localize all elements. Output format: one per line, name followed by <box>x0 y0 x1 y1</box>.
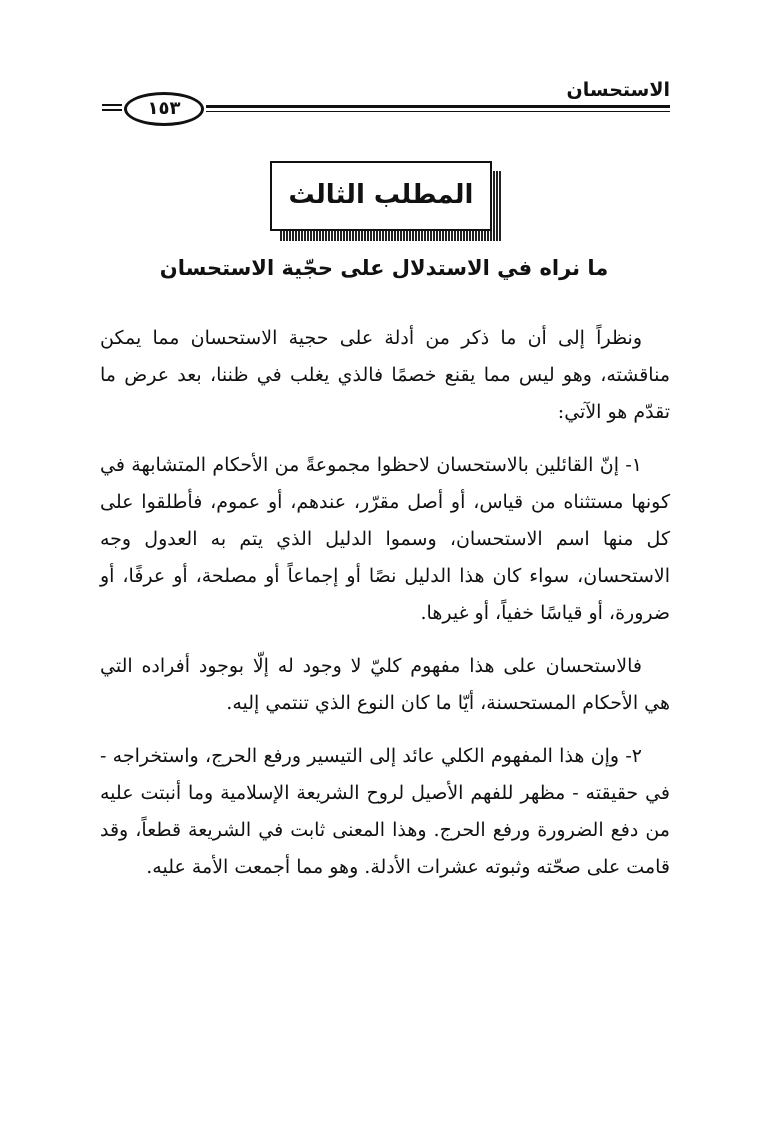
header-rule-left-bottom <box>102 109 122 111</box>
header-rule-thin <box>206 111 670 112</box>
paragraph-point-1: ١- إنّ القائلين بالاستحسان لاحظوا مجموعةً من الأحكام المتشابهة في كونها مستثناه من قياس، أو أصل مقرّر، عندهم، أو عموم، فأطلقوا على كل منها اسم الاستحسان، وسموا الدليل الذي يتم به العدول وجه الاستحسان، سواء كان هذا الدليل نصًا أو إجماعاً أو مصلحة، أو عرفًا، أو ضرورة، أو قياسًا خفياً، أو غيرها. <box>100 454 670 624</box>
section-subtitle: ما نراه في الاستدلال على حجّية الاستحسان <box>159 256 609 280</box>
header-rule-left-top <box>102 104 122 106</box>
paragraph-intro: ونظراً إلى أن ما ذكر من أدلة على حجية الاستحسان مما يمكن مناقشته، وهو ليس مما يقنع خصمًا فالذي يغلب في ظننا، بعد عرض ما تقدّم هو الآتي: <box>100 327 670 423</box>
page-number: ١٥٣ <box>124 92 204 126</box>
paragraph-conclusion: فالاستحسان على هذا مفهوم كليّ لا وجود له إلّا بوجود أفراده التي هي الأحكام المستحسنة، أيّا ما كان النوع الذي تنتمي إليه. <box>100 655 670 714</box>
page-header <box>102 78 670 122</box>
paragraph-point-2: ٢- وإن هذا المفهوم الكلي عائد إلى التيسير ورفع الحرج، واستخراجه - في حقيقته - مظهر للفهم الأصيل لروح الشريعة الإسلامية وما أنبتت عليه من دفع الضرورة ورفع الحرج. وهذا المعنى ثابت في الشريعة قطعاً، وقد قامت على صحّته وثبوته عشرات الأدلة. وهو مما أجمعت الأمة عليه. <box>100 745 670 878</box>
header-rule-thick <box>206 105 670 108</box>
section-heading-box <box>270 161 502 241</box>
running-title: الاستحسان <box>566 79 670 101</box>
section-heading: المطلب الثالث <box>270 161 492 231</box>
body-text <box>100 320 670 902</box>
